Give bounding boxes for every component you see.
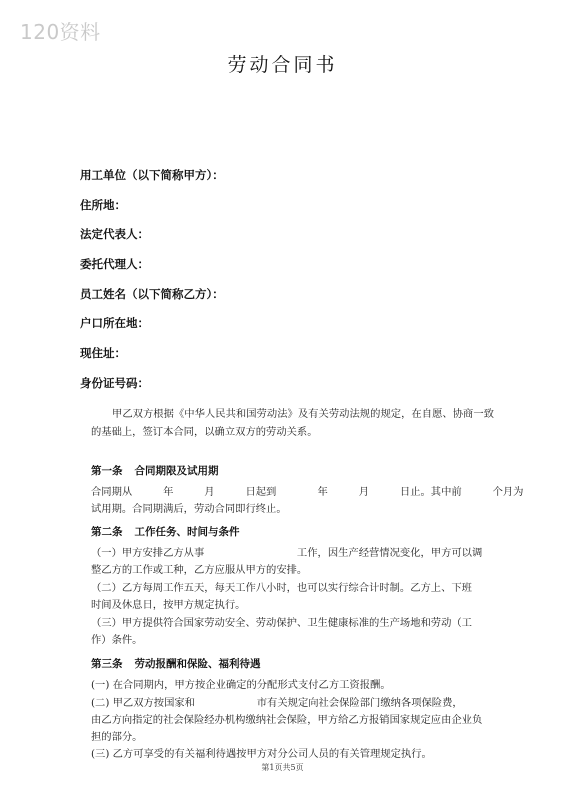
article-2-item-1-line-1: （一）甲方安排乙方从事 工作，因生产经营情况变化，甲方可以调	[91, 547, 483, 559]
article-3-heading	[91, 656, 261, 671]
page-number-footer: 第1页共5页	[261, 763, 304, 772]
article-2-item-3-line-2: 作）条件。	[91, 634, 143, 646]
field-employer: 用工单位（以下简称甲方）：	[80, 168, 224, 182]
field-legal-representative: 法定代表人：	[80, 227, 149, 242]
field-authorized-agent: 委托代理人：	[80, 257, 149, 272]
field-household-registration: 户口所在地：	[80, 316, 149, 331]
article-3-item-2-line-2: 由乙方向指定的社会保险经办机构缴纳社会保险，甲方给乙方报销国家规定应由企业负	[91, 714, 483, 726]
article-2-title: 工作任务、时间与条件	[134, 526, 240, 538]
intro-paragraph: 甲乙双方根据《中华人民共和国劳动法》及有关劳动法规的规定，在自愿、协商一致的基础上，签订本合同，以确立双方的劳动关系。	[91, 408, 494, 438]
field-current-address: 现住址：	[80, 346, 126, 361]
article-1-title: 合同期限及试用期	[134, 465, 219, 477]
article-2-item-3-line-1: （三）甲方提供符合国家劳动安全、劳动保护、卫生健康标准的生产场地和劳动（工	[91, 617, 472, 629]
field-id-number: 身份证号码：	[80, 375, 149, 390]
article-3-item-2-line-1: (二) 甲乙双方按国家和 市有关规定向社会保险部门缴纳各项保险费，	[91, 697, 463, 709]
article-3-item-1: (一) 在合同期内，甲方按企业确定的分配形式支付乙方工资报酬。	[91, 679, 391, 691]
party-info-fields	[80, 165, 224, 403]
article-2-item-2-line-1: （二）乙方每周工作五天，每天工作八小时，也可以实行综合计时制。乙方上、下班	[91, 582, 472, 594]
article-1-line-2: 试用期。合同期满后，劳动合同即行终止。	[91, 503, 287, 515]
article-3-item-3: (三) 乙方可享受的有关福利待遇按甲方对分公司人员的有关管理规定执行。	[91, 748, 432, 760]
article-3-title: 劳动报酬和保险、福利待遇	[134, 658, 261, 670]
page-title: 劳动合同书	[227, 54, 338, 76]
article-1-number: 第一条	[91, 465, 123, 477]
article-3-item-2-line-3: 担的部分。	[91, 731, 143, 743]
article-2-number: 第二条	[91, 526, 123, 538]
field-address: 住所地：	[80, 197, 126, 212]
article-2-item-2-line-2: 时间及休息日，按甲方规定执行。	[91, 599, 246, 611]
article-1-heading	[91, 463, 219, 478]
article-3-number: 第三条	[91, 658, 123, 670]
article-2-item-1-line-2: 整乙方的工作或工种，乙方应服从甲方的安排。	[91, 564, 308, 576]
field-employee-name: 员工姓名（以下简称乙方）：	[80, 286, 224, 301]
watermark: 120资料	[20, 20, 101, 44]
article-1-line-1: 合同期从 年 月 日起到 年 月 日止。其中前 个月为	[91, 486, 524, 498]
article-2-heading	[91, 524, 240, 539]
